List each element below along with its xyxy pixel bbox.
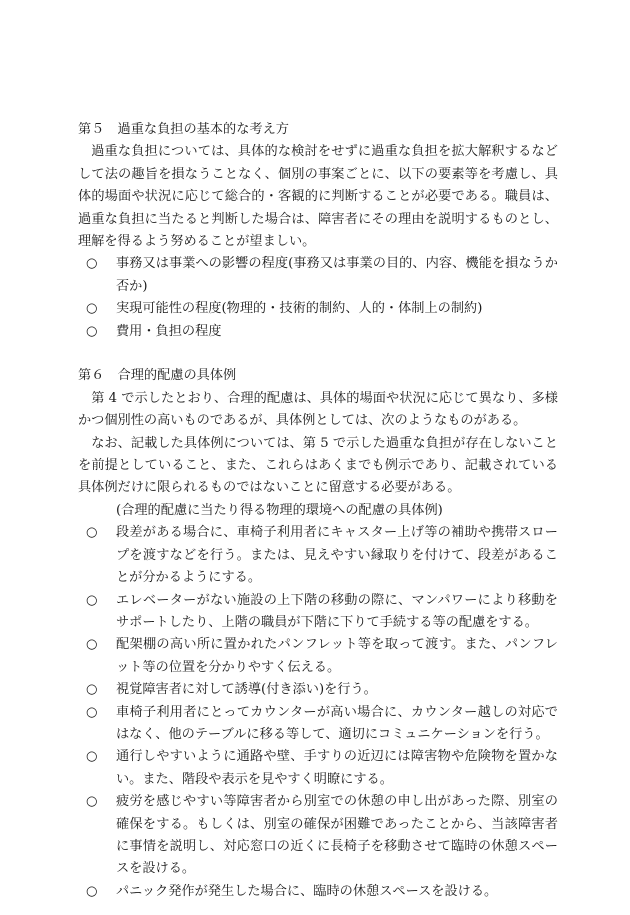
document-body — [78, 119, 558, 903]
bullet-circle-icon: ○ — [86, 749, 98, 765]
bullet-circle-icon: ○ — [86, 794, 98, 810]
bullet-circle-icon: ○ — [86, 883, 98, 899]
list-item — [78, 679, 558, 701]
bullet-circle-icon: ○ — [86, 682, 98, 698]
bullet-circle-icon: ○ — [86, 592, 98, 608]
section-6-paragraph-1: 第 4 で示したとおり、合理的配慮は、具体的場面や状況に応じて異なり、多様かつ個別性の高いものであるが、具体例としては、次のようなものがある。 — [78, 390, 558, 429]
list-item-text: 視覚障害者に対して誘導(付き添い)を行う。 — [116, 682, 377, 698]
list-item — [78, 590, 558, 635]
bullet-circle-icon: ○ — [86, 704, 98, 720]
list-item-text: 疲労を感じやすい等障害者から別室での休憩の申し出があった際、別室の確保をする。もしくは、別室の確保が困難であったことから、当該障害者に事情を説明し、対応窓口の近くに長椅子を移動させて臨時の休憩スペースを設ける。 — [116, 794, 558, 877]
section-5-heading: 第５ 過重な負担の基本的な考え方 — [78, 122, 289, 137]
bullet-circle-icon: ○ — [86, 301, 98, 317]
list-item — [78, 522, 558, 589]
list-item-text: 段差がある場合に、車椅子利用者にキャスター上げ等の補助や携帯スロープを渡すなどを行う。または、見えやすい縁取りを付けて、段差があることが分かるようにする。 — [116, 525, 558, 586]
section-6-heading: 第６ 合理的配慮の具体例 — [78, 368, 237, 384]
list-item-text: エレベーターがない施設の上下階の移動の際に、マンパワーにより移動をサポートしたり、上階の職員が下階に下りて手続する等の配慮をする。 — [116, 592, 558, 630]
list-item — [78, 253, 558, 298]
list-item-text: パニック発作が発生した場合に、臨時の休憩スペースを設ける。 — [116, 883, 498, 899]
list-item — [78, 702, 558, 747]
list-item — [78, 881, 558, 903]
bullet-circle-icon: ○ — [86, 256, 98, 272]
bullet-circle-icon: ○ — [86, 525, 98, 541]
list-item-text: 通行しやすいように通路や壁、手すりの近辺には障害物や危険物を置かない。また、階段や表示を見やすく明瞭にする。 — [116, 749, 558, 787]
list-item — [78, 321, 558, 343]
section-spacer — [78, 343, 558, 365]
bullet-circle-icon: ○ — [86, 637, 98, 653]
section-6-paragraph-2: なお、記載した具体例については、第 5 で示した過重な負担が存在しないことを前提としていること、また、これらはあくまでも例示であり、記載されている具体例だけに限られるものではないことに留意する必要がある。 — [78, 435, 558, 496]
bullet-circle-icon: ○ — [86, 323, 98, 339]
section-6-subheading: (合理的配慮に当たり得る物理的環境への配慮の具体例) — [116, 502, 443, 518]
section-5-paragraph: 過重な負担については、具体的な検討をせずに過重な負担を拡大解釈するなどして法の趣旨を損なうことなく、個別の事案ごとに、以下の要素等を考慮し、具体的場面や状況に応じて総合的・客観的に判断することが必要である。職員は、過重な負担に当たると判断した場合は、障害者にその理由を説明するものとし、理解を得るよう努めることが望ましい。 — [78, 144, 558, 250]
list-item-text: 実現可能性の程度(物理的・技術的制約、人的・体制上の制約) — [116, 301, 483, 317]
list-item-text: 車椅子利用者にとってカウンターが高い場合に、カウンター越しの対応ではなく、他のテーブルに移る等して、適切にコミュニケーションを行う。 — [116, 704, 558, 742]
list-item-text: 配架棚の高い所に置かれたパンフレット等を取って渡す。また、パンフレット等の位置を分かりやすく伝える。 — [116, 637, 558, 675]
list-item — [78, 746, 558, 791]
list-item — [78, 634, 558, 679]
list-item — [78, 298, 558, 320]
list-item — [78, 791, 558, 881]
list-item-text: 費用・負担の程度 — [116, 323, 222, 339]
list-item-text: 事務又は事業への影響の程度(事務又は事業の目的、内容、機能を損なうか否か) — [116, 256, 558, 294]
